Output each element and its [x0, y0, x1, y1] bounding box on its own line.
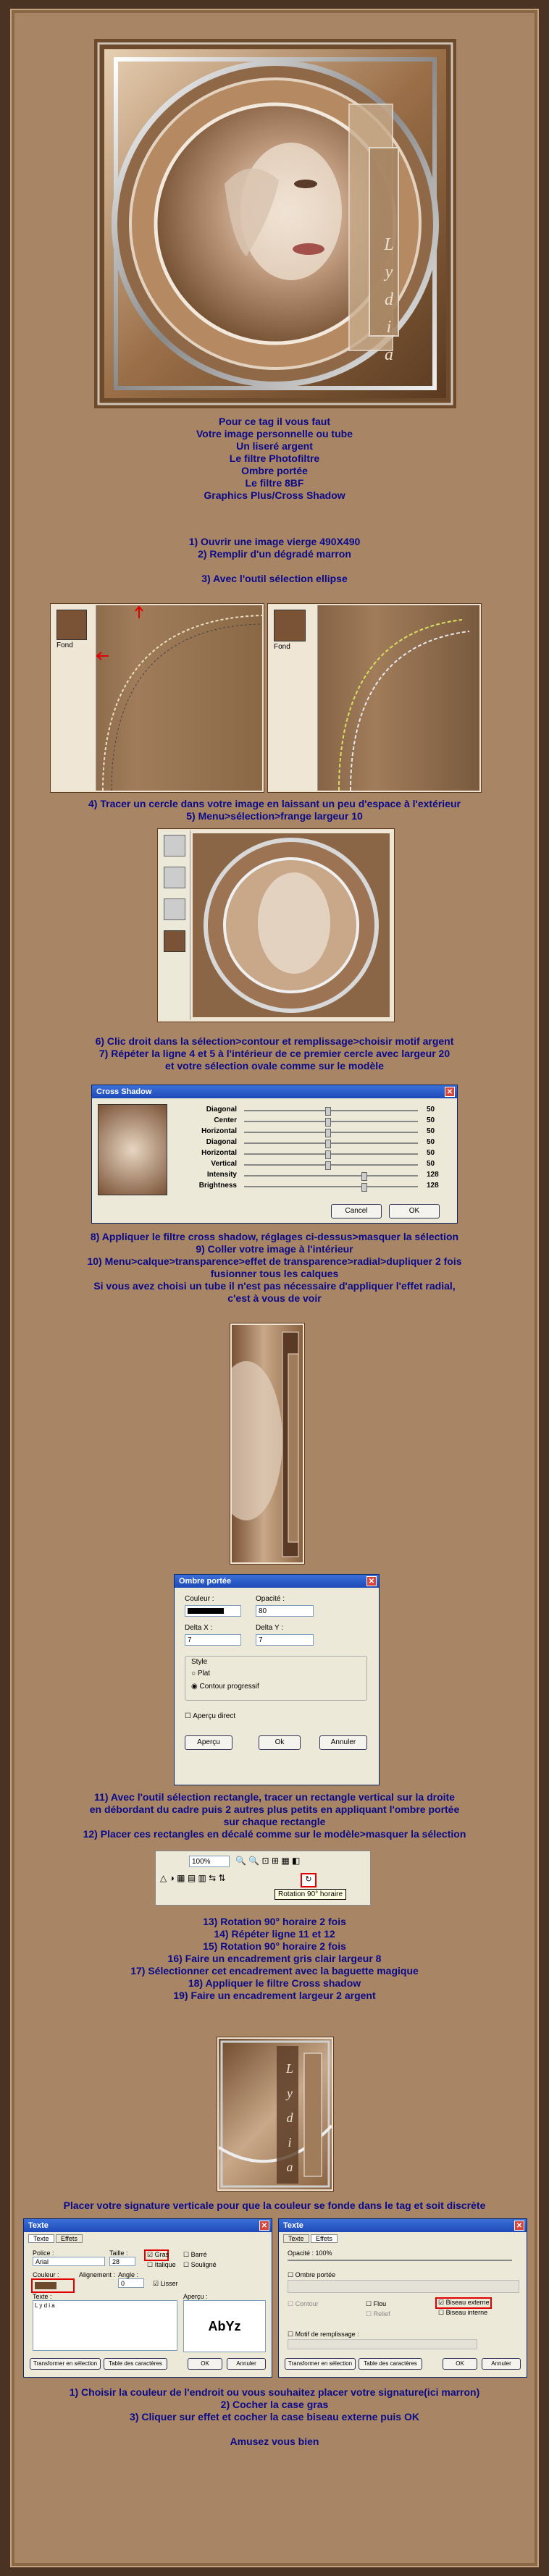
step-line: 6) Clic droit dans la sélection>contour et remplissage>choisir motif argent [95, 1035, 454, 1047]
intro-line: Ombre portée [241, 465, 308, 476]
layer-thumbnail [164, 898, 185, 920]
police-select[interactable]: Arial [33, 2257, 105, 2266]
slider-row[interactable]: Horizontal 50 [172, 1149, 447, 1159]
cross-shadow-preview [98, 1104, 167, 1195]
rectangles-preview [232, 1325, 303, 1562]
layer-thumbnail [164, 867, 185, 888]
layer-thumbnail [274, 610, 306, 641]
step-line: 9) Coller votre image à l'intérieur [196, 1243, 353, 1255]
couleur-label: Couleur : [185, 1595, 214, 1603]
table-caracteres-button[interactable]: Table des caractères [104, 2358, 167, 2370]
ellipse-selection-drawing [96, 605, 262, 791]
ombre-portee-dialog [174, 1574, 380, 1785]
souligne-checkbox[interactable]: ☐ Souligné [183, 2261, 217, 2268]
step-line: 13) Rotation 90° horaire 2 fois [203, 1916, 346, 1927]
zoom-icons[interactable]: 🔍 🔍 ⊡ ⊞ ▦ ◧ [235, 1856, 301, 1866]
opacite-field[interactable]: 80 [256, 1605, 314, 1617]
tab-texte[interactable]: Texte [283, 2234, 309, 2243]
cancel-button[interactable]: Cancel [331, 1204, 382, 1218]
rotation-toolbar [155, 1851, 371, 1906]
annuler-button[interactable]: Annuler [227, 2358, 266, 2370]
step-line: 12) Placer ces rectangles en décalé comme sur le modèle>masquer la sélection [83, 1828, 466, 1840]
dialog-tabs [283, 2235, 338, 2242]
steps-13-19 [10, 1916, 539, 2002]
texte-label: Texte : [33, 2293, 52, 2300]
italique-checkbox[interactable]: ☐ Italique [147, 2261, 176, 2268]
step-line [10, 2423, 539, 2436]
closing-line: Amusez vous bien [230, 2436, 319, 2447]
step-line: 7) Répéter la ligne 4 et 5 à l'intérieur de ce premier cercle avec largeur 20 [99, 1048, 450, 1059]
gras-checkbox[interactable]: ☑ Gras [147, 2251, 169, 2258]
steps-4-5 [10, 798, 539, 822]
close-icon[interactable]: ✕ [366, 1576, 377, 1586]
step-line [10, 560, 539, 573]
annuler-button[interactable]: Annuler [482, 2358, 521, 2370]
steps-8-10 [10, 1231, 539, 1305]
final-steps [10, 2386, 539, 2448]
angle-label: Angle : [118, 2271, 139, 2278]
effets-dialog [278, 2218, 527, 2378]
intro-line: Le filtre 8BF [245, 477, 304, 489]
lisser-checkbox[interactable]: ☑ Lisser [153, 2280, 178, 2287]
step-line: 16) Faire un encadrement gris clair largeur 8 [167, 1953, 382, 1964]
step-line: en débordant du cadre puis 2 autres plus petits en appliquant l'ombre portée [89, 1803, 460, 1815]
step-line: sur chaque rectangle [223, 1816, 326, 1827]
hero-tag-graphic [94, 39, 456, 408]
steps-11-12 [10, 1791, 539, 1840]
rotation-tooltip: Rotation 90° horaire [274, 1889, 346, 1900]
tab-effets[interactable]: Effets [311, 2234, 338, 2243]
flou-checkbox[interactable]: ☐ Flou [366, 2300, 387, 2307]
close-icon[interactable]: ✕ [514, 2221, 524, 2231]
screenshot-ellipse-selection [51, 604, 264, 792]
dialog-title: Ombre portée [179, 1577, 232, 1586]
close-icon[interactable]: ✕ [259, 2221, 269, 2231]
layer-thumbnail [164, 835, 185, 856]
contour-radio[interactable]: ◉ Contour progressif [191, 1683, 259, 1691]
slider-row[interactable]: Brightness 128 [172, 1182, 447, 1192]
ok-button[interactable]: OK [443, 2358, 477, 2370]
step-line: 17) Sélectionner cet encadrement avec la baguette magique [130, 1965, 419, 1977]
dialog-titlebar [279, 2219, 527, 2232]
layer-label: Fond [56, 641, 73, 649]
slider-row[interactable]: Horizontal 50 [172, 1127, 447, 1137]
screenshot-frame-corner [217, 2037, 333, 2191]
angle-field[interactable]: 0 [118, 2278, 144, 2288]
slider-row[interactable]: Intensity 128 [172, 1171, 447, 1181]
step-line: c'est à vous de voir [227, 1292, 322, 1304]
dialog-title: Texte [283, 2221, 303, 2230]
dialog-titlebar [92, 1085, 457, 1098]
frame-corner-preview [219, 2039, 332, 2189]
step-line: 5) Menu>sélection>frange largeur 10 [186, 810, 363, 822]
intro-line: Pour ce tag il vous faut [218, 416, 331, 427]
step-line: 19) Faire un encadrement largeur 2 argent [173, 1990, 376, 2001]
ombre-options [288, 2280, 519, 2293]
contour-checkbox[interactable]: ☐ Contour [288, 2300, 319, 2307]
motif-field[interactable] [288, 2339, 477, 2349]
ok-button[interactable]: OK [188, 2358, 222, 2370]
dialog-titlebar [24, 2219, 272, 2232]
dialog-tabs [28, 2235, 83, 2242]
table-caracteres-button[interactable]: Table des caractères [359, 2358, 422, 2370]
slider-row[interactable]: Center 50 [172, 1116, 447, 1127]
dialog-title: Cross Shadow [96, 1087, 152, 1096]
step-line: 10) Menu>calque>transparence>effet de transparence>radial>dupliquer 2 fois [87, 1255, 462, 1267]
dialog-titlebar [175, 1575, 379, 1588]
intro-line: Votre image personnelle ou tube [196, 428, 353, 439]
step-line: fusionner tous les calques [210, 1268, 339, 1279]
couleur-label: Couleur : [33, 2271, 59, 2278]
apercu-button[interactable]: Aperçu [185, 1735, 232, 1750]
close-icon[interactable]: ✕ [445, 1087, 455, 1097]
apercu-direct-checkbox[interactable]: ☐ Aperçu direct [185, 1712, 236, 1720]
slider-row[interactable]: Diagonal 50 [172, 1106, 447, 1116]
ok-button[interactable]: Ok [259, 1735, 301, 1750]
dialog-title: Texte [28, 2221, 49, 2230]
couleur-picker[interactable] [185, 1605, 241, 1617]
tutorial-page [10, 9, 539, 2567]
motif-checkbox[interactable]: ☐ Motif de remplissage : [288, 2331, 359, 2338]
opacite-slider[interactable] [288, 2260, 512, 2261]
step-line: 11) Avec l'outil sélection rectangle, tracer un rectangle vertical sur la droite [94, 1791, 455, 1803]
texte-textarea[interactable]: L y d i a [33, 2300, 177, 2351]
deltay-field[interactable]: 7 [256, 1634, 314, 1646]
step-line: Si vous avez choisi un tube il n'est pas nécessaire d'appliquer l'effet radial, [93, 1280, 456, 1292]
ombre-checkbox[interactable]: ☐ Ombre portée [288, 2271, 336, 2278]
step-line: 3) Avec l'outil sélection ellipse [201, 573, 348, 584]
plat-radio[interactable]: ○ Plat [191, 1670, 211, 1678]
biseau-externe-checkbox[interactable]: ☑ Biseau externe [438, 2299, 490, 2306]
contour-preview [193, 833, 390, 1017]
step-line: Placer votre signature verticale pour que la couleur se fonde dans le tag et soit discrète [63, 2200, 486, 2211]
relief-checkbox[interactable]: ☐ Relief [366, 2310, 390, 2318]
step-line: 4) Tracer un cercle dans votre image en laissant un peu d'espace à l'extérieur [88, 798, 461, 809]
layers-panel [269, 605, 318, 791]
steps-1-3 [10, 536, 539, 585]
annuler-button[interactable]: Annuler [319, 1735, 367, 1750]
barre-checkbox[interactable]: ☐ Barré [183, 2251, 207, 2258]
deltay-label: Delta Y : [256, 1624, 283, 1632]
tool-icons[interactable]: △ ◑ ▦ ▤ ▥ ⇆ ⇅ [160, 1873, 226, 1883]
taille-label: Taille : [109, 2249, 128, 2257]
signature-instruction [10, 2200, 539, 2212]
couleur-picker[interactable] [31, 2278, 75, 2293]
zoom-select[interactable]: 100% [189, 1856, 230, 1867]
layer-label: Fond [274, 643, 290, 651]
step-line: 15) Rotation 90° horaire 2 fois [203, 1940, 346, 1952]
rotate-icon[interactable]: ↻ [301, 1873, 317, 1887]
alignement-label: Alignement : [79, 2271, 116, 2278]
style-label: Style [191, 1658, 208, 1666]
style-group [185, 1656, 367, 1701]
texte-dialog [23, 2218, 272, 2378]
opacite-label: Opacité : [256, 1595, 285, 1603]
police-label: Police : [33, 2249, 54, 2257]
intro-list [10, 416, 539, 502]
tab-texte[interactable]: Texte [28, 2234, 54, 2243]
step-line: 2) Cocher la case gras [220, 2399, 329, 2410]
transformer-button[interactable]: Transformer en sélection [285, 2358, 356, 2370]
step-line: et votre sélection ovale comme sur le modèle [165, 1060, 384, 1072]
hero-signature: L y d i a [384, 235, 394, 364]
step-line: 14) Répéter ligne 11 et 12 [214, 1928, 335, 1940]
step-line: 1) Choisir la couleur de l'endroit ou vous souhaitez placer votre signature(ici marron) [69, 2386, 480, 2398]
step-line: 18) Appliquer le filtre Cross shadow [188, 1977, 361, 1989]
step-line: 2) Remplir d'un dégradé marron [198, 548, 351, 560]
layers-panel [159, 830, 190, 1020]
layer-thumbnail [164, 930, 185, 952]
deltax-field[interactable]: 7 [185, 1634, 241, 1646]
screenshot-frange [268, 604, 481, 792]
biseau-interne-checkbox[interactable]: ☐ Biseau interne [438, 2309, 488, 2316]
screenshot-rectangles [230, 1323, 304, 1564]
opacite-label: Opacité : 100% [288, 2249, 332, 2257]
slider-row[interactable]: Diagonal 50 [172, 1138, 447, 1148]
transformer-button[interactable]: Transformer en sélection [30, 2358, 101, 2370]
frange-drawing [317, 605, 479, 791]
intro-line: Le filtre Photofiltre [229, 453, 320, 464]
hero-tag-image [94, 39, 456, 408]
intro-line: Un liseré argent [236, 440, 313, 452]
step-line: 1) Ouvrir une image vierge 490X490 [188, 536, 361, 547]
cross-shadow-dialog [91, 1085, 458, 1224]
step-line: 3) Cliquer sur effet et cocher la case biseau externe puis OK [130, 2411, 419, 2423]
apercu-preview: AbYz [183, 2300, 266, 2352]
screenshot-contour [158, 829, 394, 1022]
tab-effets[interactable]: Effets [56, 2234, 83, 2243]
slider-row[interactable]: Vertical 50 [172, 1160, 447, 1170]
deltax-label: Delta X : [185, 1624, 213, 1632]
intro-line: Graphics Plus/Cross Shadow [204, 489, 345, 501]
apercu-label: Aperçu : [183, 2293, 208, 2300]
step-line: 8) Appliquer le filtre cross shadow, réglages ci-dessus>masquer la sélection [90, 1231, 459, 1242]
layers-panel [52, 605, 96, 791]
layer-thumbnail [56, 610, 87, 640]
steps-6-7 [10, 1035, 539, 1072]
ok-button[interactable]: OK [389, 1204, 440, 1218]
taille-field[interactable]: 28 [109, 2257, 135, 2266]
frame-signature: L y d i a [285, 2061, 293, 2174]
